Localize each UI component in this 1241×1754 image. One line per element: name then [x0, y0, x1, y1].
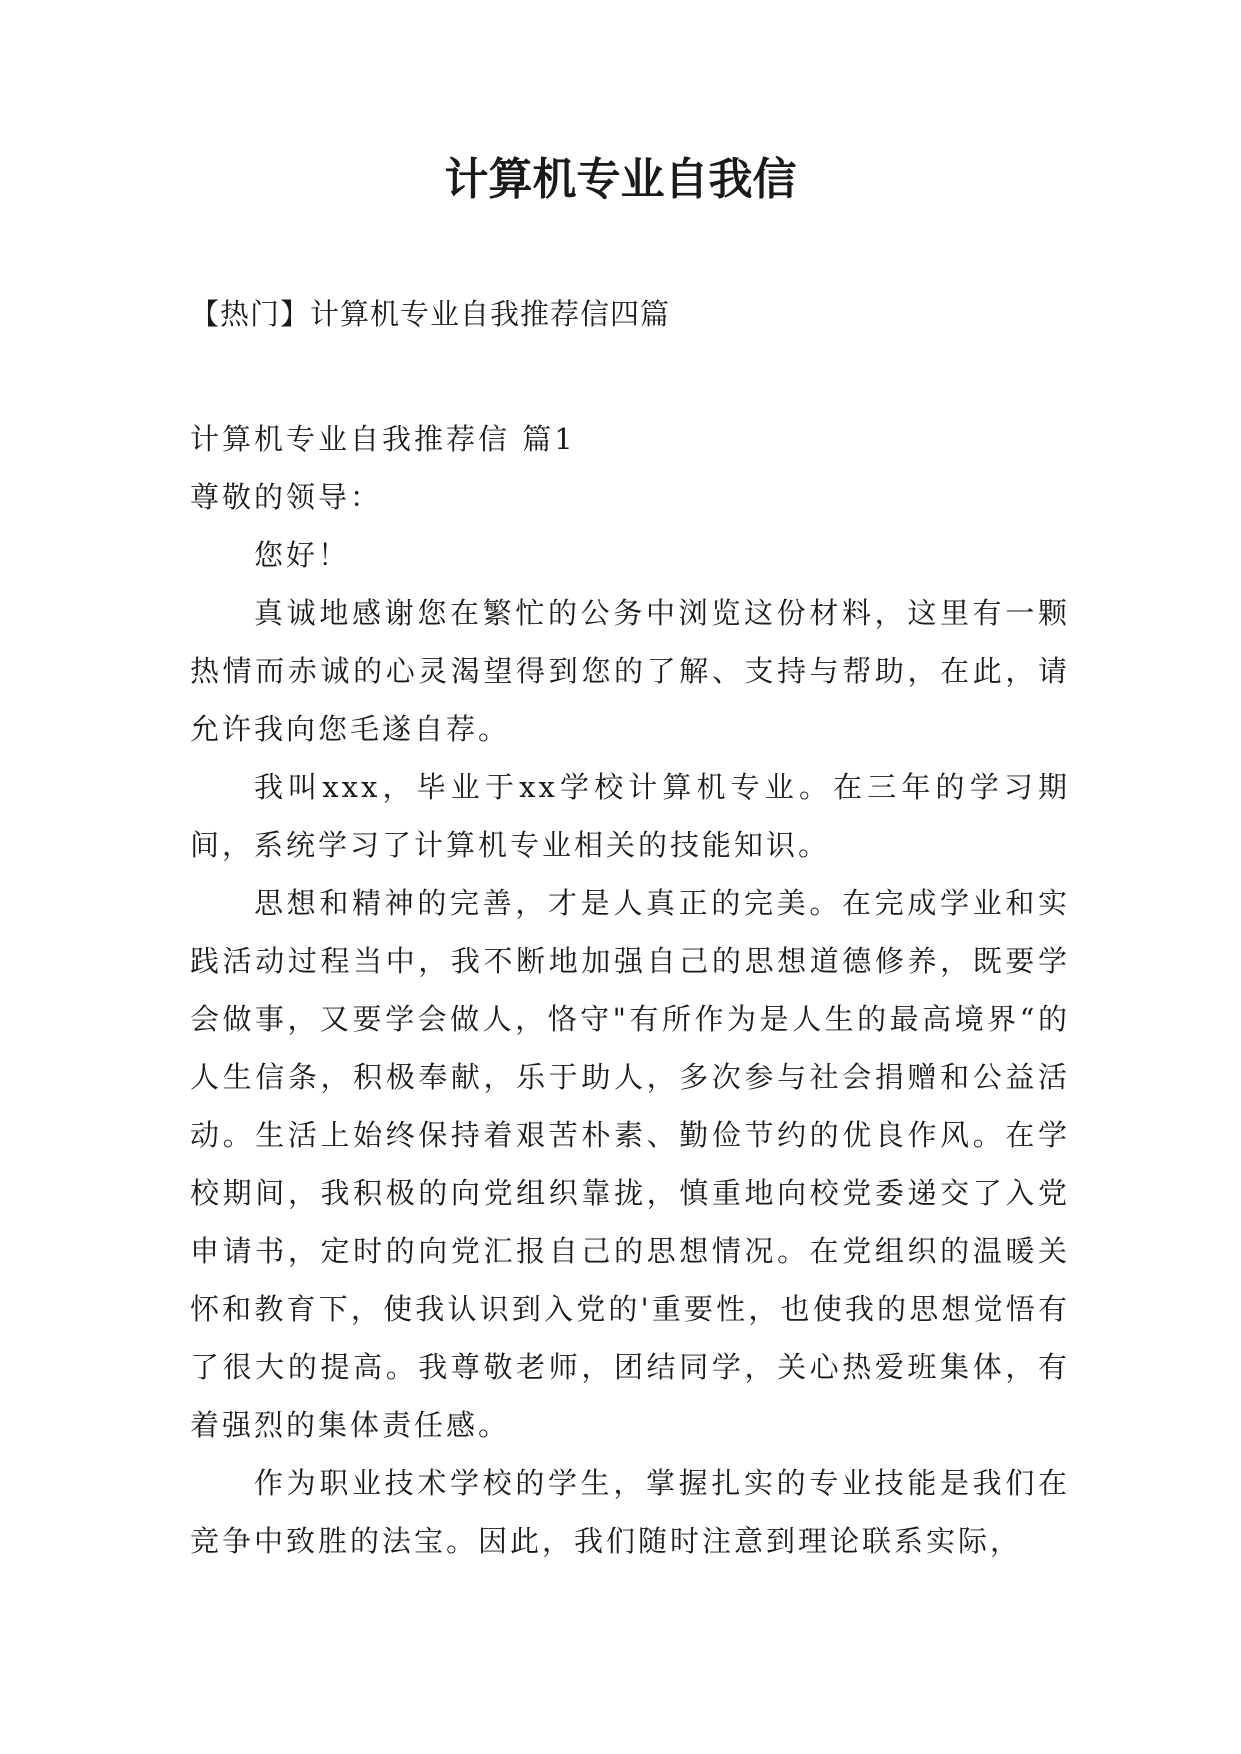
- document-title: 计算机专业自我信: [444, 154, 797, 205]
- greeting: 您好！: [254, 538, 351, 572]
- salutation: 尊敬的领导：: [190, 480, 383, 514]
- document-subtitle: 【热门】计算机专业自我推荐信四篇: [190, 297, 671, 331]
- paragraph: 思想和精神的完善，才是人真正的完美。在完成学业和实践活动过程当中，我不断地加强自己的思想道德修养，既要学会做事，又要学会做人，恪守"有所作为是人生的最高境界“的人生信条，积极奉献，乐于助人，多次参与社会捐赠和公益活动。生活上始终保持着艰苦朴素、勤俭节约的优良作风。在学校期间，我积极的向党组织靠拢，慎重地向校党委递交了入党申请书，定时的向党汇报自己的思想情况。在党组织的温暖关怀和教育下，使我认识到入党的'重要性，也使我的思想觉悟有了很大的提高。我尊敬老师，团结同学，关心热爱班集体，有着强烈的集体责任感。: [190, 886, 1070, 1442]
- paragraph: 我叫xxx，毕业于xx学校计算机专业。在三年的学习期间，系统学习了计算机专业相关的技能知识。: [190, 770, 1070, 862]
- letter-body: [190, 410, 1070, 1570]
- section-heading: 计算机专业自我推荐信 篇1: [190, 422, 576, 456]
- paragraph: 作为职业技术学校的学生，掌握扎实的专业技能是我们在竞争中致胜的法宝。因此，我们随时注意到理论联系实际，: [190, 1466, 1070, 1558]
- paragraph: 真诚地感谢您在繁忙的公务中浏览这份材料，这里有一颗热情而赤诚的心灵渴望得到您的了解、支持与帮助，在此，请允许我向您毛遂自荐。: [190, 596, 1070, 746]
